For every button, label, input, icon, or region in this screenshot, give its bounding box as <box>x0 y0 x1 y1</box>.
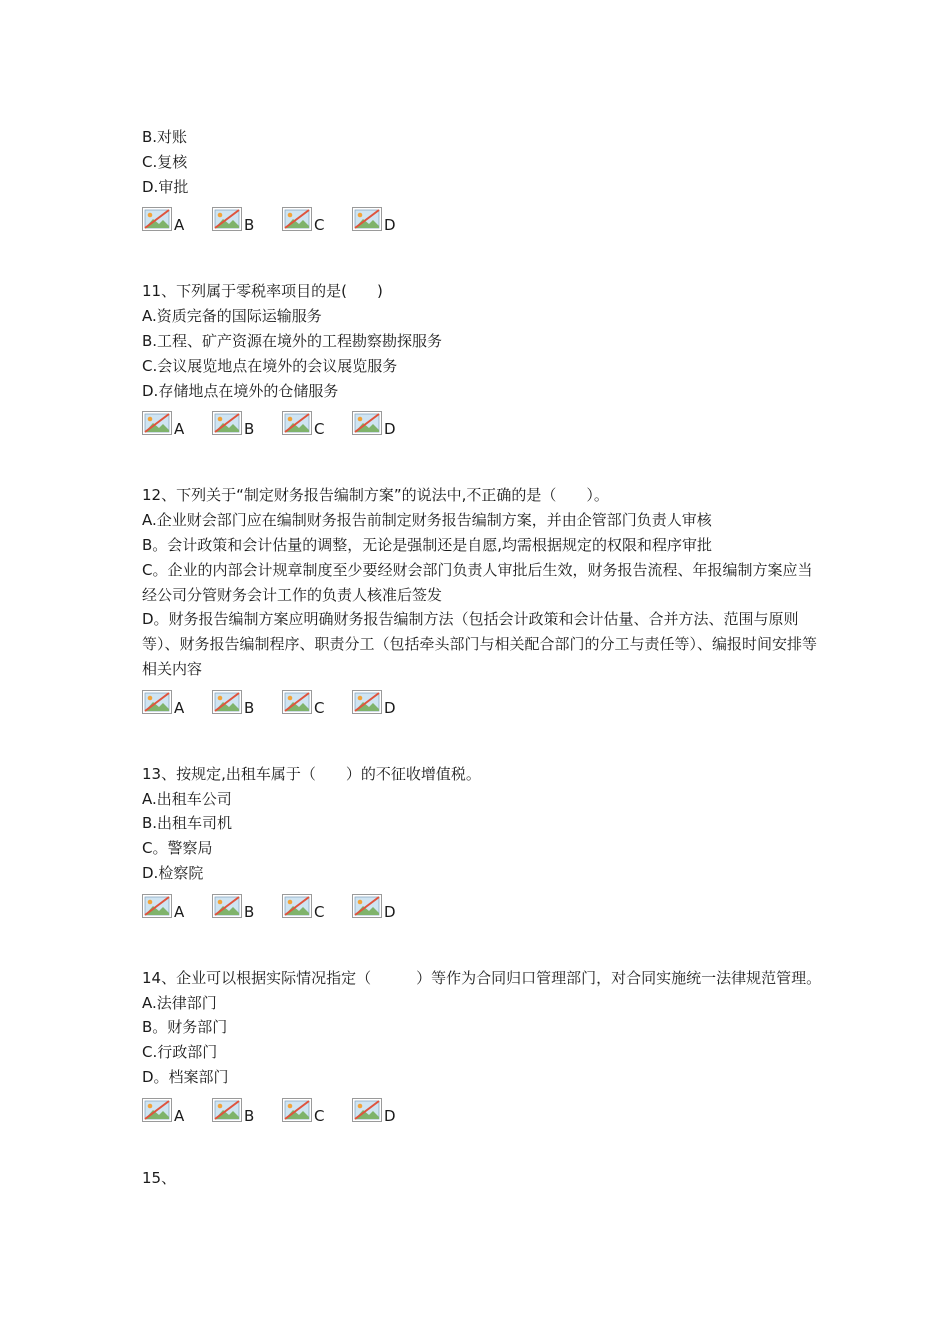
option-c: C.行政部门 <box>142 1043 218 1062</box>
broken-image-icon <box>142 411 172 435</box>
answer-label: C <box>314 1106 325 1125</box>
broken-image-icon <box>282 411 312 435</box>
option-d: D。财务报告编制方案应明确财务报告编制方法（包括会计政策和会计估量、合并方法、范围与原则等）、财务报告编制程序、职责分工（包括牵头部门与相关配合部门的分工与责任等）、编报时间安排等相关内容 <box>142 610 818 678</box>
broken-image-icon <box>212 894 242 918</box>
option-c: C.会议展览地点在境外的会议展览服务 <box>142 356 398 375</box>
broken-image-icon <box>212 411 242 435</box>
answer-a[interactable] <box>142 690 212 718</box>
broken-image-icon <box>142 690 172 714</box>
answer-choices <box>142 1092 822 1126</box>
answer-label: A <box>174 216 185 235</box>
answer-choices <box>142 201 822 235</box>
question-15-stem: 15、 <box>142 1168 177 1187</box>
answer-c[interactable] <box>282 1098 352 1126</box>
answer-choices <box>142 405 822 439</box>
answer-label: D <box>384 420 396 439</box>
answer-d[interactable] <box>352 690 422 718</box>
option-b: B.对账 <box>142 128 188 146</box>
broken-image-icon <box>282 894 312 918</box>
answer-d[interactable] <box>352 1098 422 1126</box>
answer-label: B <box>244 902 255 921</box>
answer-choices <box>142 888 822 922</box>
broken-image-icon <box>142 1098 172 1122</box>
document-page <box>142 125 822 1191</box>
answer-b[interactable] <box>212 411 282 439</box>
question-14 <box>142 966 822 1126</box>
answer-label: B <box>244 1106 255 1125</box>
answer-label: B <box>244 698 255 717</box>
answer-label: A <box>174 1106 185 1125</box>
option-a: A.企业财会部门应在编制财务报告前制定财务报告编制方案，并由企管部门负责人审核 <box>142 511 712 530</box>
option-a: A.出租车公司 <box>142 789 232 808</box>
answer-a[interactable] <box>142 411 212 439</box>
answer-label: C <box>314 698 325 717</box>
broken-image-icon <box>352 894 382 918</box>
option-a: A.法律部门 <box>142 993 217 1012</box>
answer-d[interactable] <box>352 411 422 439</box>
answer-label: C <box>314 216 325 235</box>
question-stem: 14、企业可以根据实际情况指定（ ）等作为合同归口管理部门，对合同实施统一法律规范管理。 <box>142 968 822 987</box>
answer-c[interactable] <box>282 894 352 922</box>
broken-image-icon <box>142 894 172 918</box>
answer-label: D <box>384 698 396 717</box>
broken-image-icon <box>282 1098 312 1122</box>
broken-image-icon <box>352 411 382 435</box>
broken-image-icon <box>352 1098 382 1122</box>
answer-choices <box>142 684 822 718</box>
option-b: B。会计政策和会计估量的调整，无论是强制还是自愿,均需根据规定的权限和程序审批 <box>142 535 713 554</box>
broken-image-icon <box>352 690 382 714</box>
question-stem: 11、下列属于零税率项目的是( ) <box>142 282 383 301</box>
broken-image-icon <box>212 207 242 231</box>
answer-label: C <box>314 902 325 921</box>
answer-label: D <box>384 902 396 921</box>
broken-image-icon <box>212 1098 242 1122</box>
answer-b[interactable] <box>212 690 282 718</box>
answer-label: D <box>384 216 396 235</box>
option-b: B.出租车司机 <box>142 814 233 833</box>
answer-label: B <box>244 420 255 439</box>
option-c: C。警察局 <box>142 839 213 858</box>
answer-d[interactable] <box>352 207 422 235</box>
broken-image-icon <box>142 207 172 231</box>
answer-c[interactable] <box>282 411 352 439</box>
question-stem: 13、按规定,出租车属于（ ）的不征收增值税。 <box>142 764 481 783</box>
broken-image-icon <box>282 207 312 231</box>
option-c: C.复核 <box>142 152 188 171</box>
answer-a[interactable] <box>142 1098 212 1126</box>
answer-c[interactable] <box>282 207 352 235</box>
answer-d[interactable] <box>352 894 422 922</box>
question-10-tail <box>142 125 822 235</box>
broken-image-icon <box>352 207 382 231</box>
answer-label: D <box>384 1106 396 1125</box>
answer-label: C <box>314 420 325 439</box>
option-b: B.工程、矿产资源在境外的工程勘察勘探服务 <box>142 331 443 350</box>
answer-a[interactable] <box>142 894 212 922</box>
option-c: C。企业的内部会计规章制度至少要经财会部门负责人审批后生效，财务报告流程、年报编制方案应当经公司分管财务会计工作的负责人核准后签发 <box>142 560 813 604</box>
option-d: D.检察院 <box>142 863 204 882</box>
option-d: D.审批 <box>142 177 189 196</box>
option-d: D。档案部门 <box>142 1067 229 1086</box>
question-12 <box>142 483 822 717</box>
answer-label: A <box>174 420 185 439</box>
question-11 <box>142 279 822 439</box>
broken-image-icon <box>212 690 242 714</box>
answer-label: B <box>244 216 255 235</box>
answer-b[interactable] <box>212 894 282 922</box>
broken-image-icon <box>282 690 312 714</box>
answer-c[interactable] <box>282 690 352 718</box>
answer-label: A <box>174 698 185 717</box>
answer-b[interactable] <box>212 207 282 235</box>
answer-label: A <box>174 902 185 921</box>
answer-a[interactable] <box>142 207 212 235</box>
question-13 <box>142 762 822 922</box>
option-b: B。财务部门 <box>142 1018 228 1037</box>
option-d: D.存储地点在境外的仓储服务 <box>142 381 339 400</box>
option-a: A.资质完备的国际运输服务 <box>142 307 322 326</box>
answer-b[interactable] <box>212 1098 282 1126</box>
question-stem: 12、下列关于“制定财务报告编制方案”的说法中,不正确的是（ ）。 <box>142 486 609 505</box>
